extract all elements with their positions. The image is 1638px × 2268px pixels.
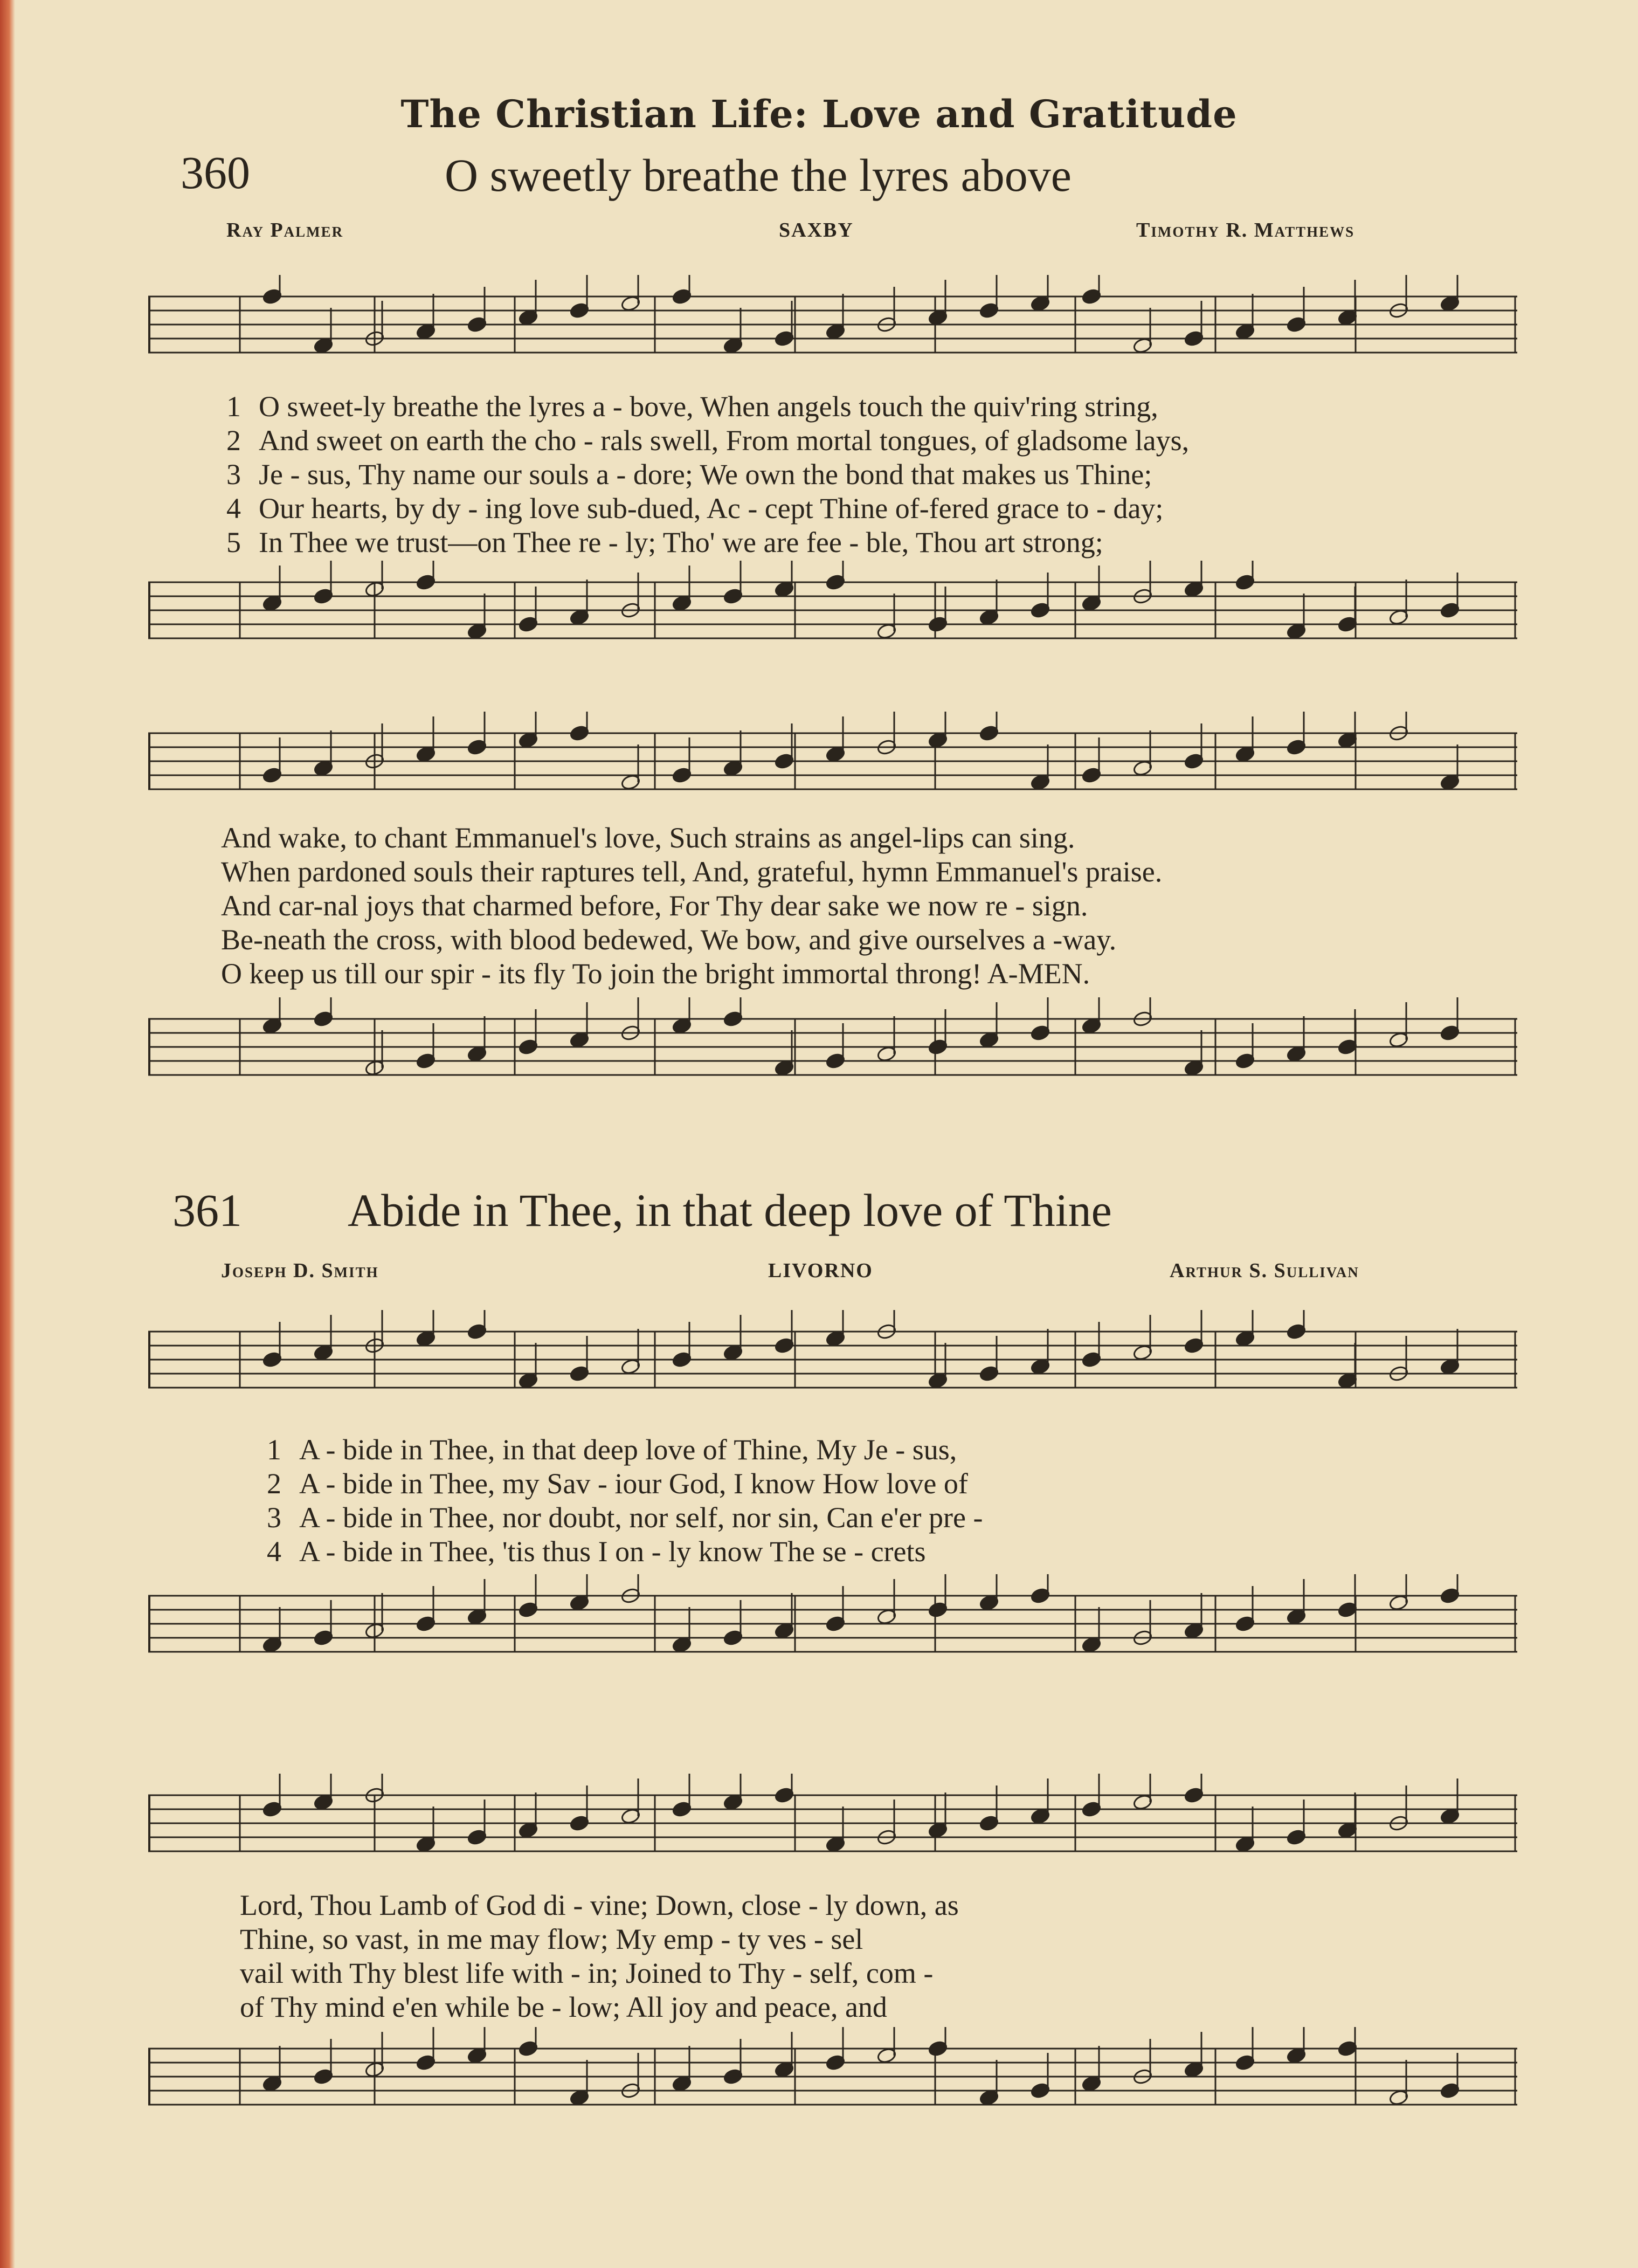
- running-head: The Christian Life: Love and Gratitude: [400, 92, 1238, 136]
- hymn-tune: SAXBY: [779, 219, 854, 242]
- lyric-line: 2 And sweet on earth the cho - rals swell, From mortal tongues, of gladsome lays,: [226, 424, 1190, 457]
- music-system-361-2: [148, 1774, 1517, 1894]
- staff-lines: [148, 2027, 1517, 2148]
- music-system-361-2-bass: [148, 2027, 1517, 2148]
- staff-lines: [148, 561, 1517, 681]
- hymn-title: Abide in Thee, in that deep love of Thine: [348, 1184, 1112, 1236]
- lyric-line: When pardoned souls their raptures tell, And, grateful, hymn Emmanuel's praise.: [221, 856, 1163, 888]
- staff-lines: [148, 1774, 1517, 1894]
- lyric-line: 1 O sweet-ly breathe the lyres a - bove, When angels touch the quiv'ring string,: [226, 390, 1158, 423]
- staff-lines: [148, 997, 1517, 1118]
- music-system-360-1: [148, 275, 1517, 396]
- lyric-line: of Thy mind e'en while be - low; All joy and peace, and: [240, 1991, 887, 2023]
- lyric-line: 2 A - bide in Thee, my Sav - iour God, I know How love of: [267, 1467, 968, 1500]
- hymn-author: Ray Palmer: [226, 219, 344, 242]
- lyric-line: vail with Thy blest life with - in; Joined to Thy - self, com -: [240, 1957, 934, 1989]
- lyric-line: 3 A - bide in Thee, nor doubt, nor self, nor sin, Can e'er pre -: [267, 1501, 983, 1534]
- lyric-line: Be-neath the cross, with blood bedewed, We bow, and give ourselves a -way.: [221, 923, 1117, 956]
- lyric-line: Thine, so vast, in me may flow; My emp - ty ves - sel: [240, 1923, 863, 1955]
- lyric-line: 4 A - bide in Thee, 'tis thus I on - ly know The se - crets: [267, 1535, 926, 1568]
- music-system-361-1-bass: [148, 1574, 1517, 1695]
- staff-lines: [148, 1310, 1517, 1431]
- hymn-title: O sweetly breathe the lyres above: [445, 149, 1072, 201]
- page-edge: [0, 0, 15, 2268]
- lyric-line: 3 Je - sus, Thy name our souls a - dore; We own the bond that makes us Thine;: [226, 458, 1152, 491]
- lyric-line: Lord, Thou Lamb of God di - vine; Down, close - ly down, as: [240, 1889, 959, 1921]
- staff-lines: [148, 1574, 1517, 1695]
- lyric-line: 5 In Thee we trust—on Thee re - ly; Tho' we are fee - ble, Thou art strong;: [226, 526, 1103, 559]
- music-system-360-2-bass: [148, 997, 1517, 1118]
- lyric-line: And car-nal joys that charmed before, For Thy dear sake we now re - sign.: [221, 890, 1088, 922]
- hymn-composer: Timothy R. Matthews: [1136, 219, 1355, 242]
- staff-lines: [148, 275, 1517, 396]
- hymn-number: 360: [181, 147, 250, 198]
- hymn-author: Joseph D. Smith: [221, 1259, 379, 1282]
- music-system-360-1-bass: [148, 561, 1517, 681]
- music-system-361-1: [148, 1310, 1517, 1431]
- hymn-composer: Arthur S. Sullivan: [1170, 1259, 1359, 1282]
- hymn-tune: LIVORNO: [768, 1259, 873, 1282]
- hymn-number: 361: [172, 1184, 242, 1236]
- lyric-line: And wake, to chant Emmanuel's love, Such strains as angel-lips can sing.: [221, 822, 1075, 854]
- lyric-line: 4 Our hearts, by dy - ing love sub-dued, Ac - cept Thine of-fered grace to - day;: [226, 492, 1164, 525]
- lyric-line: O keep us till our spir - its fly To join the bright immortal throng! A-MEN.: [221, 957, 1090, 990]
- staff-lines: [148, 712, 1517, 832]
- music-system-360-2: [148, 712, 1517, 832]
- lyric-line: 1 A - bide in Thee, in that deep love of Thine, My Je - sus,: [267, 1433, 957, 1466]
